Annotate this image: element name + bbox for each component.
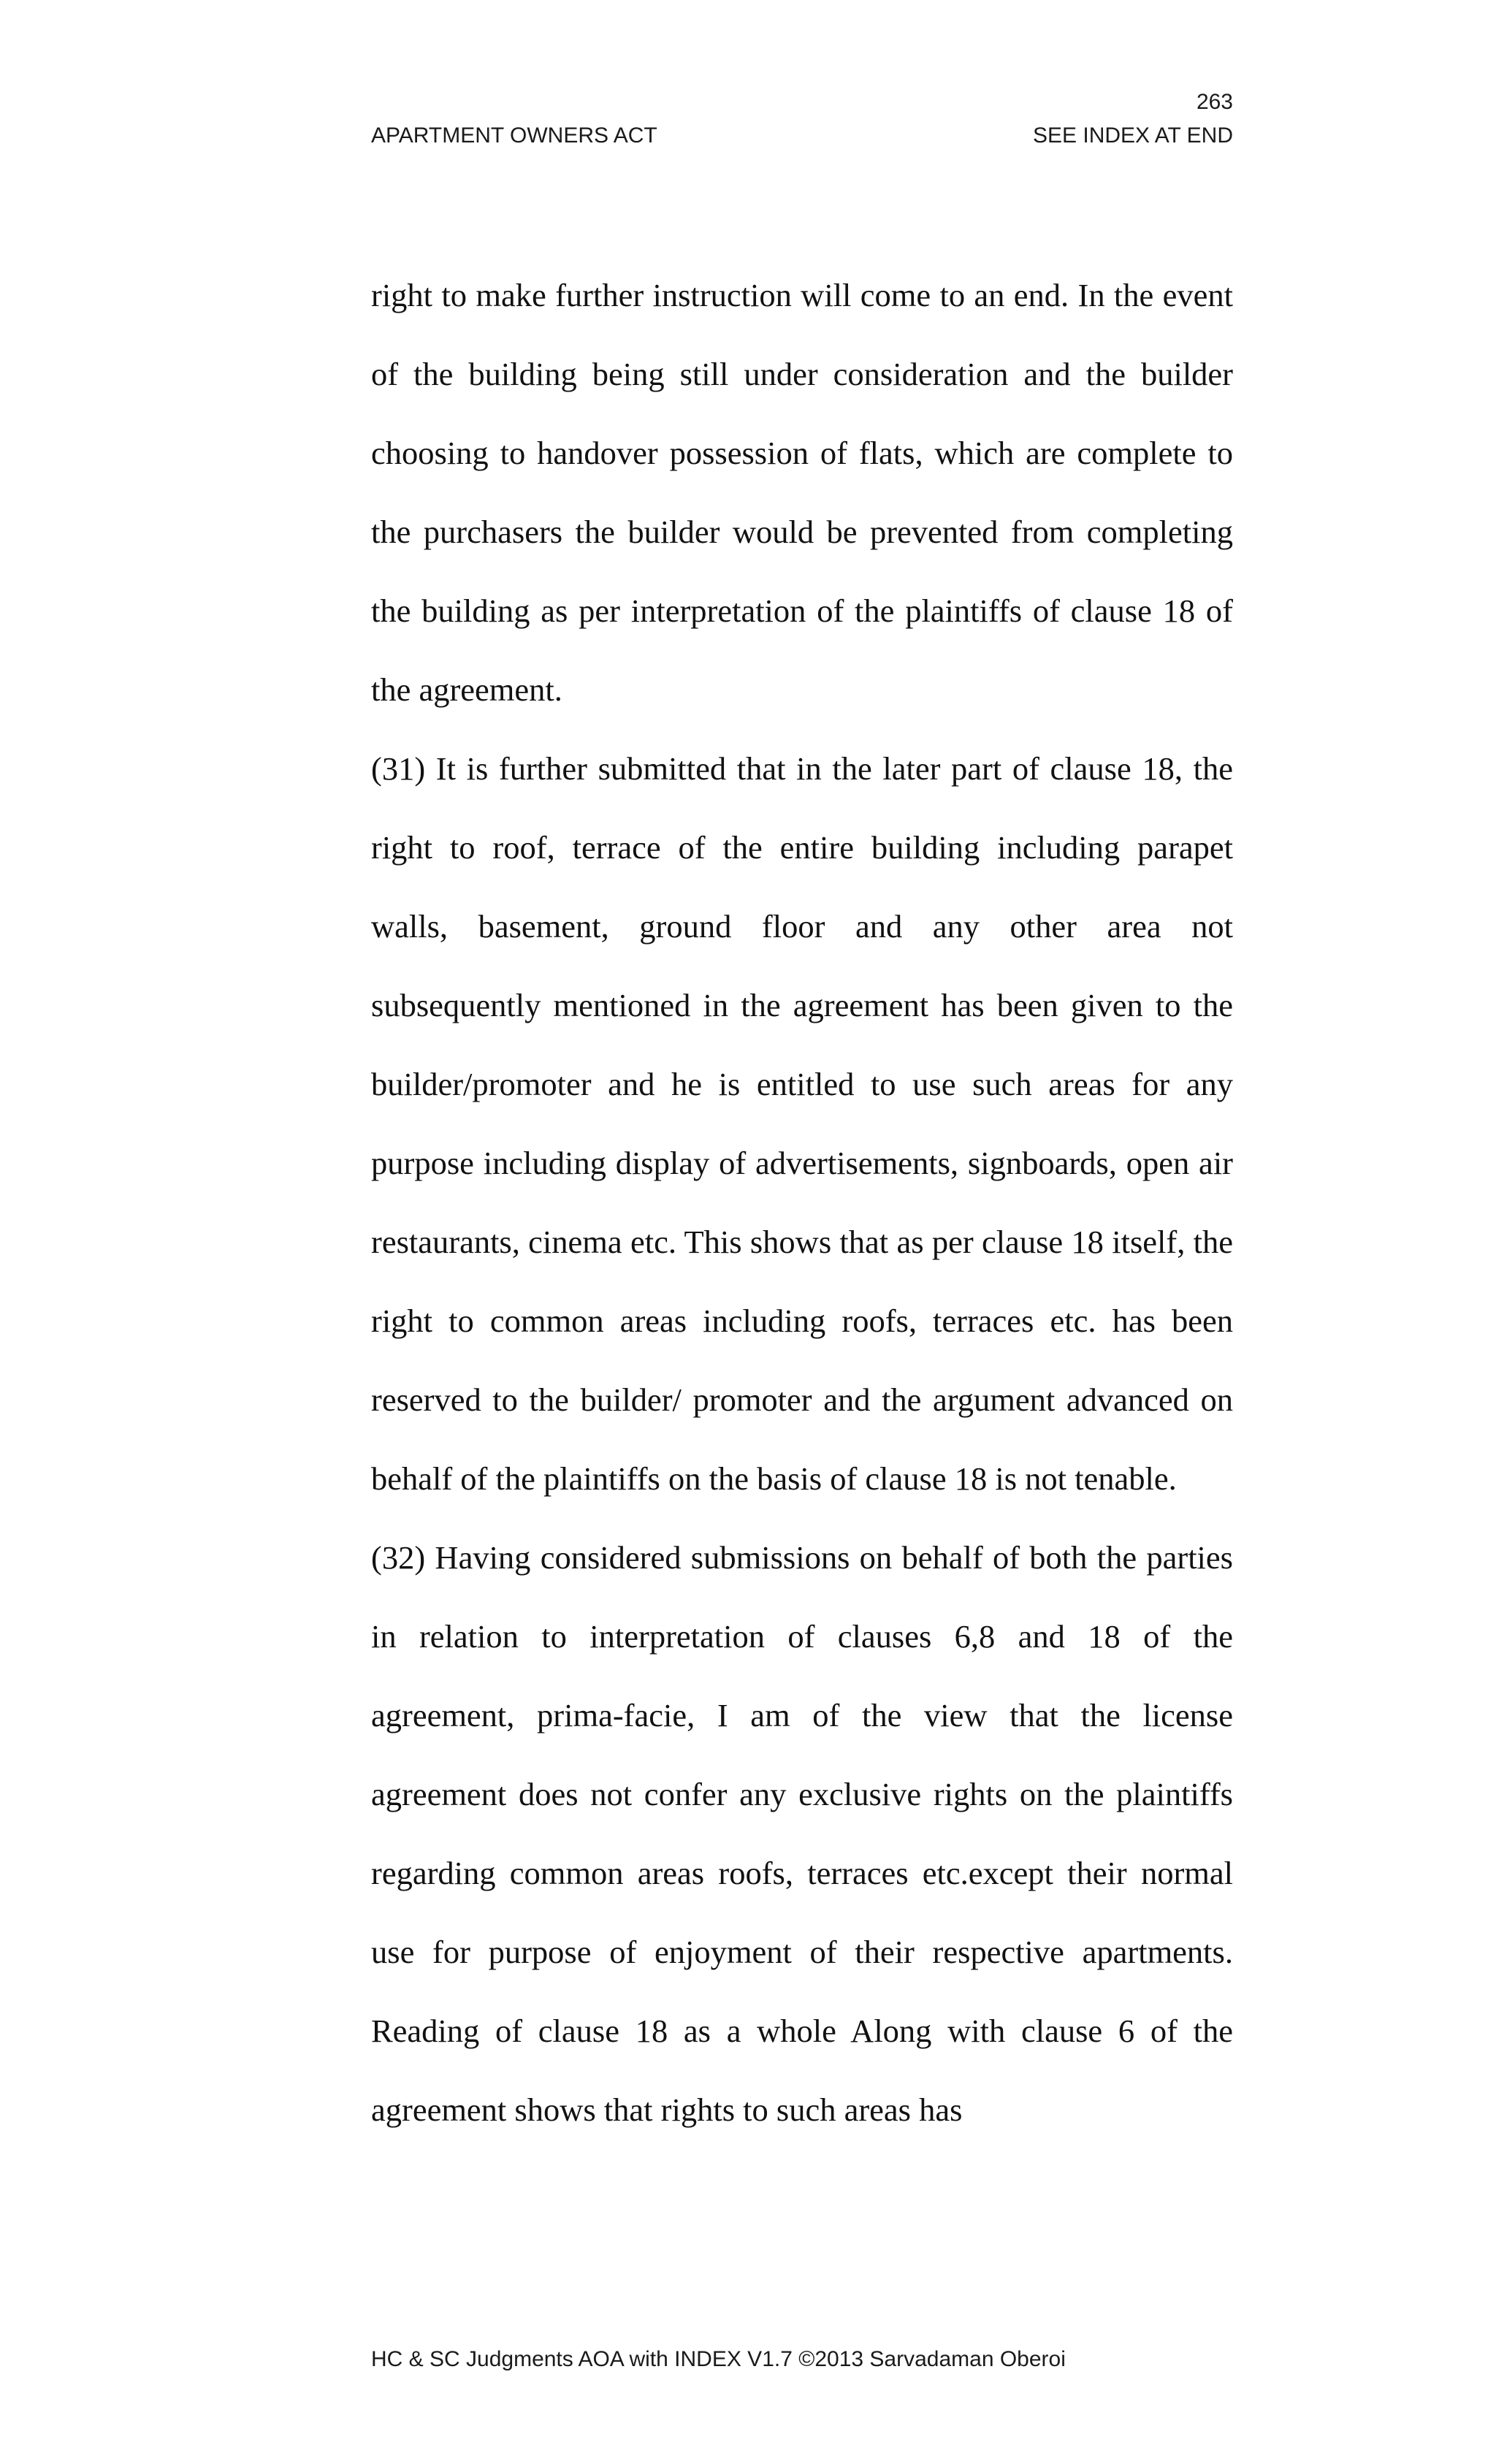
- running-header-index-note: SEE INDEX AT END: [1033, 123, 1233, 148]
- running-header-title: APARTMENT OWNERS ACT: [371, 123, 657, 148]
- page-body: [371, 256, 1233, 2149]
- paragraph-31: (31) It is further submitted that in the later part of clause 18, the right to roof, terrace of the entire building including parapet walls, basement, ground floor and any other area not subsequently mentioned in the agreement has been given to the builder/promoter and he is entitled to use such areas for any purpose including display of advertisements, signboards, open air restaurants, cinema etc. This shows that as per clause 18 itself, the right to common areas including roofs, terraces etc. has been reserved to the builder/ promoter and the argument advanced on behalf of the plaintiffs on the basis of clause 18 is not tenable.: [371, 750, 1233, 1497]
- page-number: 263: [1196, 90, 1233, 114]
- paragraph-32: (32) Having considered submissions on behalf of both the parties in relation to interpretation of clauses 6,8 and 18 of the agreement, prima-facie, I am of the view that the license agreement does not confer any exclusive rights on the plaintiffs regarding common areas roofs, terraces etc.except their normal use for purpose of enjoyment of their respective apartments. Reading of clause 18 as a whole Along with clause 6 of the agreement shows that rights to such areas has: [371, 1539, 1233, 2128]
- page-footer: HC & SC Judgments AOA with INDEX V1.7 ©2013 Sarvadaman Oberoi: [371, 2347, 1066, 2371]
- paragraph-continuation: right to make further instruction will come to an end. In the event of the building being still under consideration and the builder choosing to handover possession of flats, which are complete to the purchasers the builder would be prevented from completing the building as per interpretation of the plaintiffs of clause 18 of the agreement.: [371, 277, 1233, 708]
